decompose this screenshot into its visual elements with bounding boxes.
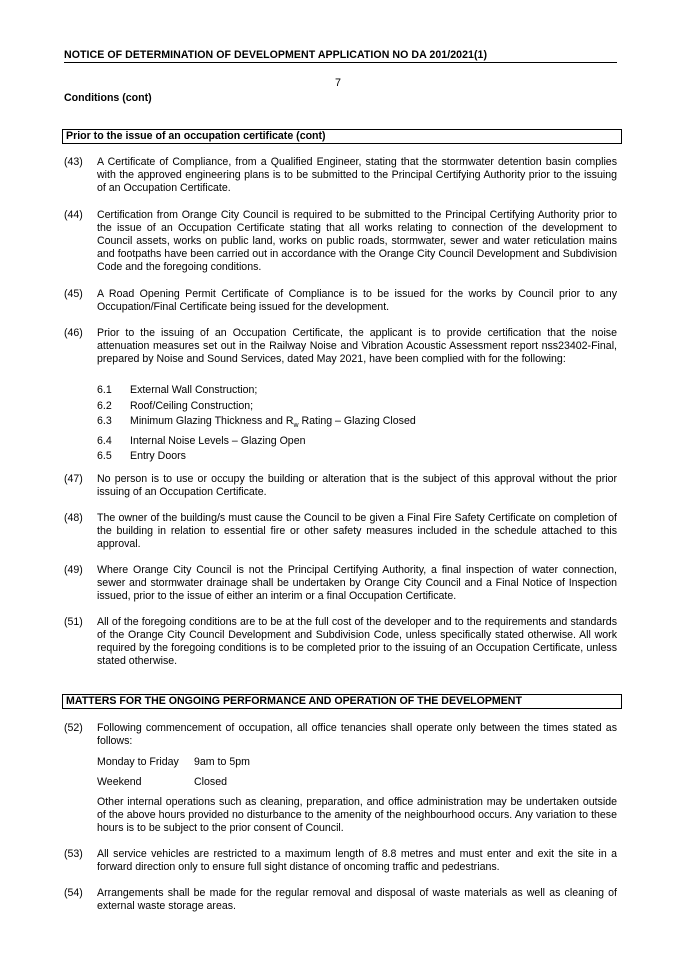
list-item — [97, 383, 617, 399]
condition-number: (49) — [64, 564, 83, 576]
list-item-text: External Wall Construction; — [130, 384, 258, 396]
condition-number: (44) — [64, 209, 83, 221]
list-item-text: Roof/Ceiling Construction; — [130, 399, 254, 412]
condition-51 — [64, 616, 617, 668]
list-item-number: 6.1 — [97, 384, 112, 396]
list-item-number: 6.2 — [97, 399, 112, 412]
list-item — [97, 434, 617, 450]
list-item-number: 6.4 — [97, 434, 112, 447]
noise-measures-list — [97, 383, 617, 465]
list-item-text: Internal Noise Levels – Glazing Open — [130, 434, 306, 447]
condition-text: Following commencement of occupation, all office tenancies shall operate only between the times stated as follows: — [97, 722, 617, 748]
condition-48 — [64, 512, 617, 551]
condition-text: No person is to use or occupy the building or alteration that is the subject of this approval without the prior issuing of an Occupation Certificate. — [97, 473, 617, 499]
condition-46 — [64, 327, 617, 366]
condition-text: The owner of the building/s must cause the Council to be given a Final Fire Safety Certificate on completion of the building in relation to essential fire or other safety measures included in the schedule attached to this approval. — [97, 512, 617, 551]
condition-number: (47) — [64, 473, 83, 485]
condition-text: Where Orange City Council is not the Principal Certifying Authority, a final inspection of water connection, sewer and stormwater drainage shall be undertaken by Orange City Council and a Final Notice of Inspection issued, prior to the issue of either an interim or a final Occupation Certificate. — [97, 564, 617, 603]
hours-note: Other internal operations such as cleaning, preparation, and office administration may be undertaken outside of the above hours provided no disturbance to the amenity of the neighbourhood occurs. Any variation to these hours is to be subject to the prior consent of Council. — [97, 796, 617, 835]
condition-number: (51) — [64, 616, 83, 628]
condition-number: (43) — [64, 156, 83, 168]
condition-47 — [64, 473, 617, 499]
condition-52 — [64, 722, 617, 748]
hours-time: 9am to 5pm — [194, 756, 250, 768]
conditions-heading: Conditions (cont) — [64, 92, 152, 104]
list-item-text: Entry Doors — [130, 450, 186, 463]
condition-text: A Road Opening Permit Certificate of Compliance is to be issued for the works by Council prior to any Occupation/Final Certificate being issued for the development. — [97, 288, 617, 314]
hours-day: Weekend — [97, 776, 142, 788]
condition-text: Certification from Orange City Council is required to be submitted to the Principal Certifying Authority prior to the issue of an Occupation Certificate stating that all works relating to connection of the development to Council assets, works on public land, works on public roads, stormwater, sewer and water reticulation mains and footpaths have been carried out in accordance with the Orange City Council Development and Subdivision Code and the foregoing conditions. — [97, 209, 617, 274]
condition-text: All service vehicles are restricted to a maximum length of 8.8 metres and must enter and exit the site in a forward direction only to ensure full sight distance of oncoming traffic and pedestrians. — [97, 848, 617, 874]
list-item-number: 6.3 — [97, 415, 112, 427]
section-heading-ongoing-performance: MATTERS FOR THE ONGOING PERFORMANCE AND OPERATION OF THE DEVELOPMENT — [62, 694, 622, 709]
hours-time: Closed — [194, 776, 227, 788]
condition-number: (52) — [64, 722, 83, 734]
hours-row — [97, 776, 227, 788]
list-item — [97, 449, 617, 465]
condition-43 — [64, 156, 617, 195]
document-header: NOTICE OF DETERMINATION OF DEVELOPMENT APPLICATION NO DA 201/2021(1) — [64, 49, 617, 63]
list-item-number: 6.5 — [97, 450, 112, 463]
condition-54 — [64, 887, 617, 913]
hours-row — [97, 756, 250, 768]
condition-number: (45) — [64, 288, 83, 300]
condition-number: (54) — [64, 887, 83, 899]
condition-number: (46) — [64, 327, 83, 339]
condition-text: Arrangements shall be made for the regular removal and disposal of waste materials as well as cleaning of external waste storage areas. — [97, 887, 617, 913]
condition-text: Prior to the issuing of an Occupation Certificate, the applicant is to provide certification that the noise attenuation measures set out in the Railway Noise and Vibration Acoustic Assessment report nss23402-Final, prepared by Noise and Sound Services, dated May 2021, have been complied with for the following: — [97, 327, 617, 366]
condition-44 — [64, 209, 617, 274]
condition-49 — [64, 564, 617, 603]
section-heading-occupation-certificate: Prior to the issue of an occupation certificate (cont) — [62, 129, 622, 144]
hours-day: Monday to Friday — [97, 756, 179, 768]
condition-text: All of the foregoing conditions are to be at the full cost of the developer and to the requirements and standards of the Orange City Council Development and Subdivision Code, unless specifically stated otherwise. All work required by the foregoing conditions is to be completed prior to the issuing of an Occupation Certificate, unless stated otherwise. — [97, 616, 617, 668]
list-item — [97, 414, 617, 434]
list-item-text: Minimum Glazing Thickness and $R_w$ Rating – Glazing Closed — [130, 415, 416, 430]
condition-number: (48) — [64, 512, 83, 524]
condition-45 — [64, 288, 617, 314]
condition-text: A Certificate of Compliance, from a Qualified Engineer, stating that the stormwater detention basin complies with the approved engineering plans is to be submitted to the Principal Certifying Authority prior to the issuing of an Occupation Certificate. — [97, 156, 617, 195]
condition-53 — [64, 848, 617, 874]
page-number: 7 — [335, 77, 342, 89]
list-item — [97, 399, 617, 415]
condition-number: (53) — [64, 848, 83, 860]
